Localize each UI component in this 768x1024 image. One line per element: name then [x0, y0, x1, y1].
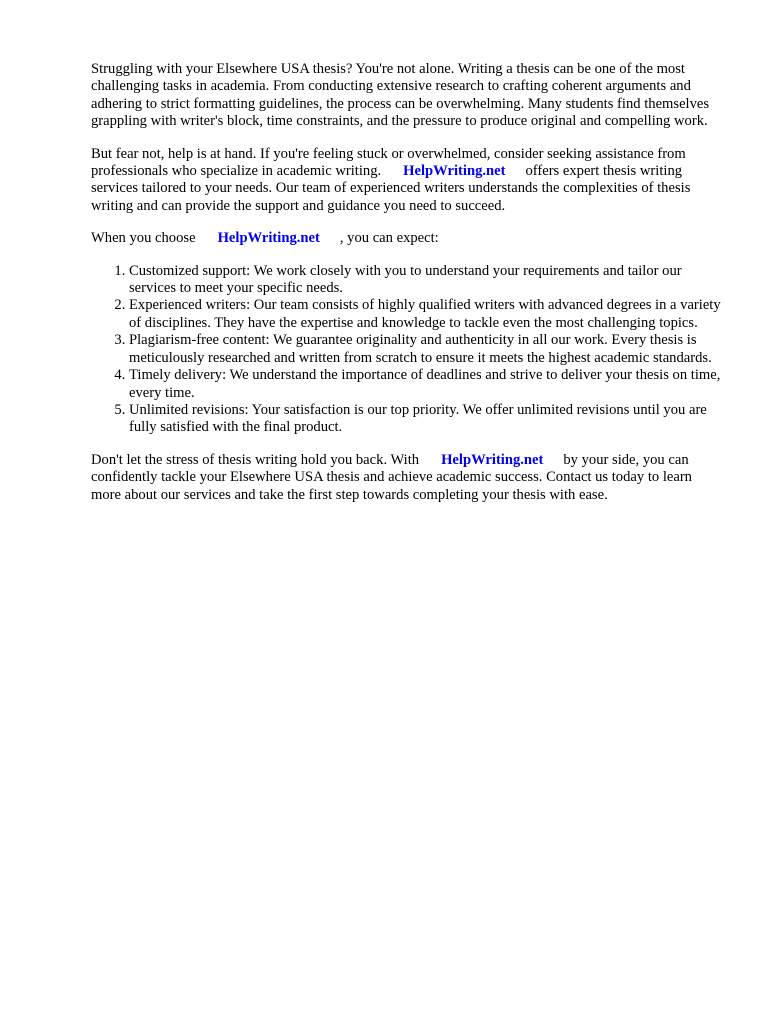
choose-paragraph-text-after: , you can expect:: [339, 230, 439, 247]
closing-paragraph: [91, 452, 723, 504]
list-item: 3. Plagiarism-free content: We guarantee originality and authenticity in all our work. Every thesis is meticulously researched and written from scratch to ensure it meets the highest academic standards.: [129, 332, 723, 367]
list-item: 2. Experienced writers: Our team consists of highly qualified writers with advanced degrees in a variety of disciplines. They have the expertise and knowledge to tackle even the most challenging topics.: [129, 297, 723, 332]
closing-paragraph-text-after: by your side, you can confidently tackle your Elsewhere USA thesis and achieve academic success. Contact us today to learn more about our services and take the first step towards completing your thesis with ease.: [91, 451, 692, 503]
help-paragraph-text-before: But fear not, help is at hand. If you're feeling stuck or overwhelmed, consider seeking assistance from professionals who specialize in academic writing.: [91, 145, 686, 180]
help-paragraph: [91, 146, 723, 216]
help-paragraph-text-after: offers expert thesis writing services tailored to your needs. Our team of experienced writers understands the complexities of thesis writing and can provide the support and guidance you need to succeed.: [91, 163, 691, 214]
choose-paragraph: [91, 230, 723, 247]
benefits-list: [91, 263, 723, 437]
list-item: 5. Unlimited revisions: Your satisfaction is our top priority. We offer unlimited revisions until you are fully satisfied with the final product.: [129, 402, 723, 437]
list-item: 1. Customized support: We work closely with you to understand your requirements and tailor our services to meet your specific needs.: [129, 263, 723, 298]
intro-paragraph: Struggling with your Elsewhere USA thesis? You're not alone. Writing a thesis can be one of the most challenging tasks in academia. From conducting extensive research to crafting coherent arguments and adhering to strict formatting guidelines, the process can be overwhelming. Many students find themselves grappling with writer's block, time constraints, and the pressure to produce original and compelling work.: [91, 61, 710, 130]
helpwriting-link[interactable]: HelpWriting.net: [441, 451, 544, 468]
helpwriting-link[interactable]: HelpWriting.net: [403, 163, 506, 180]
choose-paragraph-text-before: When you choose: [91, 230, 196, 247]
closing-paragraph-text-before: Don't let the stress of thesis writing hold you back. With: [91, 451, 420, 468]
helpwriting-link[interactable]: HelpWriting.net: [217, 230, 320, 247]
list-item: 4. Timely delivery: We understand the importance of deadlines and strive to deliver your thesis on time, every time.: [129, 367, 723, 402]
document-body: [91, 61, 723, 519]
